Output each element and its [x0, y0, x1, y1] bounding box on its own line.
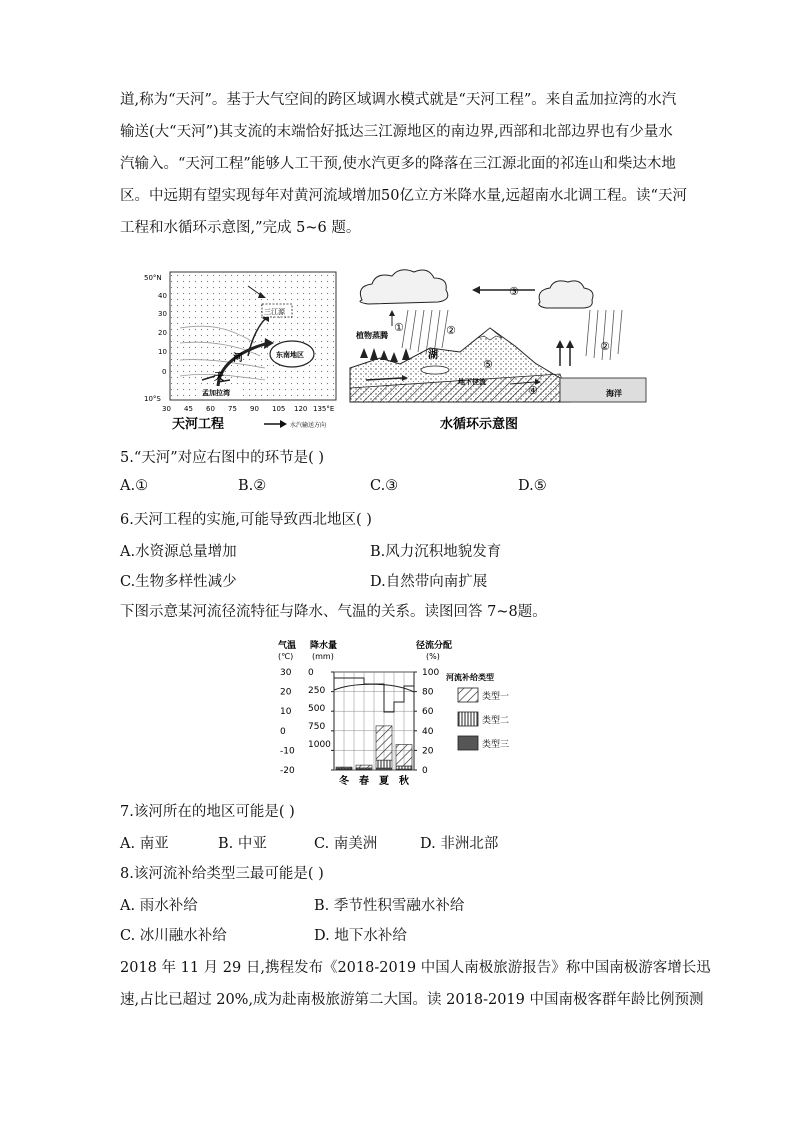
intro-line: 输送(大“天河”)其支流的末端恰好抵达三江源地区的南边界,西部和北部边界也有少量水	[120, 124, 673, 140]
lon-label: 60	[206, 405, 215, 413]
step-2-marker-ocean: ②	[600, 340, 610, 353]
runoff-axis-unit: (%)	[426, 652, 440, 661]
mengjiala-label: 孟加拉湾	[202, 389, 230, 397]
q7-option-c[interactable]: C. 南美洲	[314, 836, 378, 852]
temp-tick-label: -20	[280, 766, 295, 776]
q8-option-b[interactable]: B. 季节性积雪融水补给	[314, 898, 465, 914]
closing-line: 2018 年 11 月 29 日,携程发布《2018-2019 中国人南极旅游报告》称中国南极游客增长迅	[120, 960, 711, 976]
dongnan-label: 东南地区	[276, 351, 304, 359]
temp-tick-label: 20	[280, 687, 292, 698]
q6-option-a[interactable]: A.水资源总量增加	[120, 544, 237, 560]
intro-line: 区。中远期有望实现每年对黄河流域增加50亿立方米降水量,远超南水北调工程。读“天河	[120, 188, 687, 204]
category-label: 夏	[379, 776, 389, 787]
lon-label: 120	[294, 405, 308, 413]
q5-option-c[interactable]: C.③	[370, 478, 399, 494]
q8-stem: 8.该河流补给类型三最可能是( )	[120, 866, 324, 882]
lon-label: 75	[228, 405, 237, 413]
runoff-tick-label: 60	[422, 707, 434, 718]
step-1-marker: ①	[394, 321, 404, 334]
q6-option-c[interactable]: C.生物多样性减少	[120, 574, 237, 590]
intro-line: 工程和水循环示意图,”完成 5~6 题。	[120, 220, 361, 236]
q8-option-d[interactable]: D. 地下水补给	[314, 928, 407, 944]
precip-axis-unit: (mm)	[312, 652, 334, 661]
intro-line: 汽输入。“天河工程”能够人工干预,使水汽更多的降落在三江源北面的祁连山和柴达木地	[120, 156, 676, 172]
runoff-bar	[356, 765, 372, 768]
legend-label: 类型一	[482, 692, 510, 702]
step-4-marker: ④	[528, 384, 538, 397]
runoff-tick-label: 0	[422, 766, 428, 776]
temp-tick-label: 10	[280, 707, 292, 718]
he-label: 河	[233, 353, 243, 364]
q7-option-b[interactable]: B. 中亚	[218, 836, 267, 852]
temp-axis-unit: (℃)	[278, 652, 294, 661]
map-caption: 天河工程	[172, 417, 225, 432]
runoff-bar	[396, 766, 412, 769]
precip-tick-label: 250	[308, 686, 326, 696]
groundwater-label: 地下径流	[458, 378, 486, 386]
precip-tick-label: 1000	[308, 740, 331, 750]
runoff-tick-label: 100	[422, 668, 440, 678]
legend-label: 类型三	[482, 740, 510, 750]
runoff-tick-label: 80	[422, 687, 434, 698]
temp-tick-label: 0	[280, 726, 286, 737]
q5-option-d[interactable]: D.⑤	[518, 478, 547, 494]
temp-tick-label: 30	[280, 668, 292, 678]
q7-option-a[interactable]: A. 南亚	[120, 836, 169, 852]
step-3-marker: ③	[509, 285, 519, 298]
q5-option-a[interactable]: A.①	[120, 478, 149, 494]
map-legend-label: 水汽输送方向	[290, 422, 327, 429]
legend-swatch	[458, 688, 478, 702]
category-label: 冬	[339, 776, 349, 787]
lat-label: 10°S	[144, 395, 161, 403]
runoff-tick-label: 20	[422, 746, 434, 757]
legend-swatch	[458, 736, 478, 750]
lat-label: 50°N	[144, 274, 162, 282]
q5-option-b[interactable]: B.②	[238, 478, 267, 494]
watercycle-caption: 水循环示意图	[440, 417, 519, 432]
sanjiangyuan-label: 三江源	[264, 308, 285, 316]
lon-label: 45	[184, 405, 193, 413]
lon-label: 105	[272, 405, 286, 413]
runoff-chart	[278, 636, 528, 796]
runoff-axis-title: 径流分配	[416, 641, 453, 651]
intro-line: 道,称为“天河”。基于大气空间的跨区域调水模式就是“天河工程”。来自孟加拉湾的水汽	[120, 92, 677, 108]
lat-label: 20	[158, 329, 167, 337]
lat-label: 0	[162, 368, 167, 376]
lon-label: 30	[162, 405, 171, 413]
step-5-marker: ⑤	[483, 358, 493, 371]
step-2-marker: ②	[446, 324, 456, 337]
precip-tick-label: 0	[308, 668, 314, 678]
q5-stem: 5.“天河”对应右图中的环节是( )	[120, 450, 325, 466]
runoff-bar	[396, 745, 412, 767]
figure-tianhe-watercycle	[140, 268, 650, 436]
temp-axis-title: 气温	[278, 641, 297, 651]
precip-tick-label: 500	[308, 704, 326, 714]
runoff-bar	[376, 726, 392, 760]
lat-label: 30	[158, 310, 167, 318]
q8-option-c[interactable]: C. 冰川融水补给	[120, 928, 227, 944]
legend-swatch	[458, 712, 478, 726]
water-cycle-diagram	[350, 270, 646, 432]
runoff-bar	[336, 767, 352, 768]
temp-tick-label: -10	[280, 746, 295, 757]
q7-stem: 7.该河所在的地区可能是( )	[120, 804, 295, 820]
chart-intro: 下图示意某河流径流特征与降水、气温的关系。读图回答 7~8题。	[120, 604, 547, 620]
category-label: 秋	[399, 776, 409, 787]
legend-label: 类型二	[482, 716, 510, 726]
legend-title: 河流补给类型	[446, 673, 494, 682]
precip-tick-label: 750	[308, 722, 326, 732]
tianhe-map	[144, 272, 336, 432]
tian-label: 天	[214, 372, 224, 383]
lake-label: 湖	[428, 350, 438, 361]
plant-transpiration-label: 植物蒸腾	[356, 331, 388, 340]
q6-option-b[interactable]: B.风力沉积地貌发育	[370, 544, 502, 560]
closing-line: 速,占比已超过 20%,成为赴南极旅游第二大国。读 2018-2019 中国南极客群年龄比例预测	[120, 992, 704, 1008]
lon-label: 90	[250, 405, 259, 413]
category-label: 春	[359, 776, 369, 787]
precip-axis-title: 降水量	[310, 641, 338, 651]
runoff-bar	[376, 760, 392, 768]
ocean-label: 海洋	[606, 389, 622, 398]
q7-option-d[interactable]: D. 非洲北部	[420, 836, 499, 852]
runoff-tick-label: 40	[422, 726, 434, 737]
q8-option-a[interactable]: A. 雨水补给	[120, 898, 198, 914]
lon-label: 135°E	[313, 405, 335, 413]
lat-label: 10	[158, 348, 167, 356]
q6-stem: 6.天河工程的实施,可能导致西北地区( )	[120, 512, 372, 528]
lat-label: 40	[158, 292, 167, 300]
q6-option-d[interactable]: D.自然带向南扩展	[370, 574, 488, 590]
